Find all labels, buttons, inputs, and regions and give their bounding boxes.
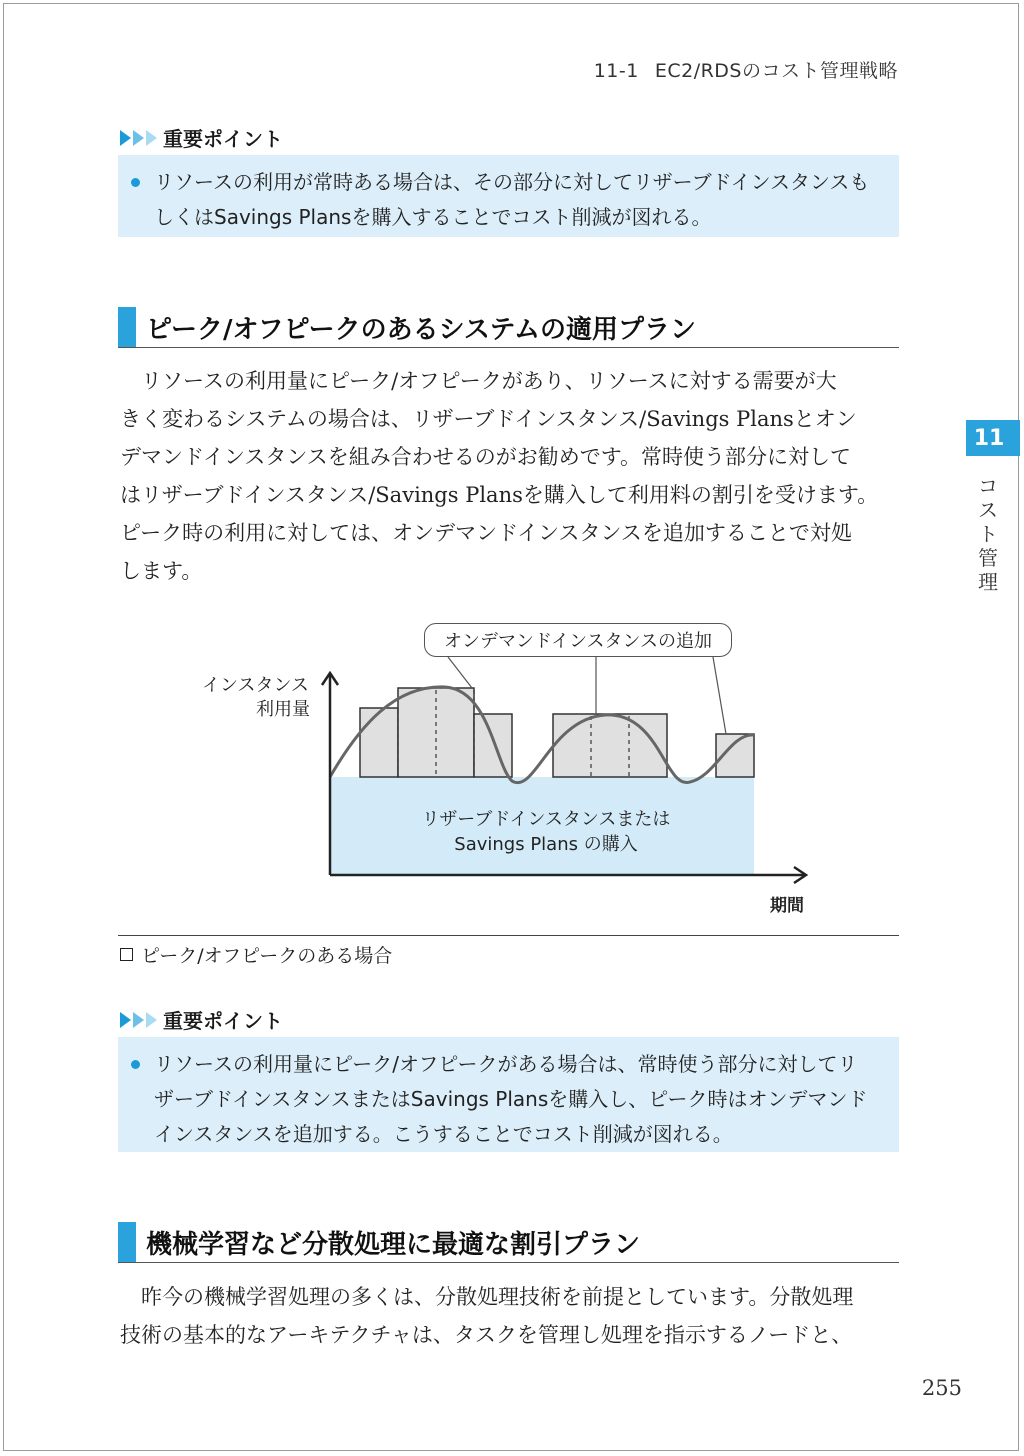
page-number: 255 xyxy=(921,1376,962,1400)
body-line: リソースの利用量にピーク/オフピークがあり、リソースに対する需要が大 xyxy=(141,369,837,393)
bullet-icon xyxy=(131,1060,140,1069)
section-heading-1 xyxy=(118,307,899,348)
point-heading-label: 重要ポイント xyxy=(163,127,283,151)
reserved-label-line-1: リザーブドインスタンスまたは xyxy=(421,809,671,830)
section-body-1 xyxy=(120,362,900,590)
ondemand-block xyxy=(553,714,667,777)
body-line: 技術の基本的なアーキテクチャは、タスクを管理し処理を指示するノードと、 xyxy=(120,1323,853,1347)
point-line: インスタンスを追加する。こうすることでコスト削減が図れる。 xyxy=(154,1122,733,1146)
chapter-tab: 11 xyxy=(966,420,1020,456)
important-point-box-2 xyxy=(118,1037,899,1152)
caption-rule xyxy=(118,935,899,936)
section-bar xyxy=(118,307,136,347)
running-head-number: 11-1 xyxy=(593,60,639,82)
reserved-label-line-2: Savings Plans の購入 xyxy=(454,834,638,855)
y-axis-label-2: 利用量 xyxy=(256,699,310,720)
caption-text: ピーク/オフピークのある場合 xyxy=(141,945,393,967)
triangle-icon xyxy=(120,130,131,146)
ondemand-block xyxy=(360,708,398,777)
important-point-box-1 xyxy=(118,155,899,237)
running-head-title: EC2/RDSのコスト管理戦略 xyxy=(654,60,898,82)
chapter-title-char: ス xyxy=(978,498,998,522)
point-line: リソースの利用が常時ある場合は、その部分に対してリザーブドインスタンスも xyxy=(154,170,870,194)
point-line: リソースの利用量にピーク/オフピークがある場合は、常時使う部分に対してリ xyxy=(154,1052,858,1076)
section-title: 機械学習など分散処理に最適な割引プラン xyxy=(146,1229,641,1260)
body-line: はリザーブドインスタンス/Savings Plansを購入して利用料の割引を受けます。 xyxy=(120,483,879,507)
callout-pointer xyxy=(448,657,472,688)
point-line: ザーブドインスタンスまたはSavings Plansを購入し、ピーク時はオンデマンド xyxy=(154,1087,868,1111)
triangle-icon xyxy=(120,1012,131,1028)
triangle-icon xyxy=(146,1012,157,1028)
section-bar xyxy=(118,1222,136,1262)
y-axis-label-1: インスタンス xyxy=(202,675,309,696)
chapter-title xyxy=(974,474,1002,594)
body-line: ピーク時の利用に対しては、オンデマンドインスタンスを追加することで対処 xyxy=(120,521,852,545)
body-line: します。 xyxy=(120,559,203,583)
chapter-title-char: 理 xyxy=(978,570,998,594)
section-heading-2 xyxy=(118,1222,899,1263)
running-head xyxy=(594,56,898,83)
triangle-icon xyxy=(133,130,144,146)
chapter-title-char: ト xyxy=(978,522,998,546)
chapter-title-char: 管 xyxy=(978,546,998,570)
usage-diagram xyxy=(190,615,830,920)
point-heading-label: 重要ポイント xyxy=(163,1009,283,1033)
section-title: ピーク/オフピークのあるシステムの適用プラン xyxy=(146,314,697,345)
x-axis-label: 期間 xyxy=(770,896,804,916)
bullet-icon xyxy=(131,178,140,187)
triangle-icon xyxy=(146,130,157,146)
ondemand-callout: オンデマンドインスタンスの追加 xyxy=(424,623,732,657)
diagram-graphic xyxy=(190,615,830,920)
ondemand-block xyxy=(474,714,512,777)
checkbox-square-icon xyxy=(120,948,133,961)
body-line: 昨今の機械学習処理の多くは、分散処理技術を前提としています。分散処理 xyxy=(141,1285,854,1309)
body-line: きく変わるシステムの場合は、リザーブドインスタンス/Savings Plansとオン xyxy=(120,407,857,431)
triangle-icon xyxy=(133,1012,144,1028)
point-line: しくはSavings Plansを購入することでコスト削減が図れる。 xyxy=(154,205,712,229)
reserved-label xyxy=(390,807,702,857)
important-point-heading-1 xyxy=(120,123,283,152)
figure-caption xyxy=(120,941,392,968)
chapter-title-char: コ xyxy=(978,474,998,498)
section-body-2 xyxy=(120,1278,900,1354)
important-point-heading-2 xyxy=(120,1005,283,1034)
body-line: デマンドインスタンスを組み合わせるのがお勧めです。常時使う部分に対して xyxy=(120,445,852,469)
callout-pointer xyxy=(713,657,726,734)
